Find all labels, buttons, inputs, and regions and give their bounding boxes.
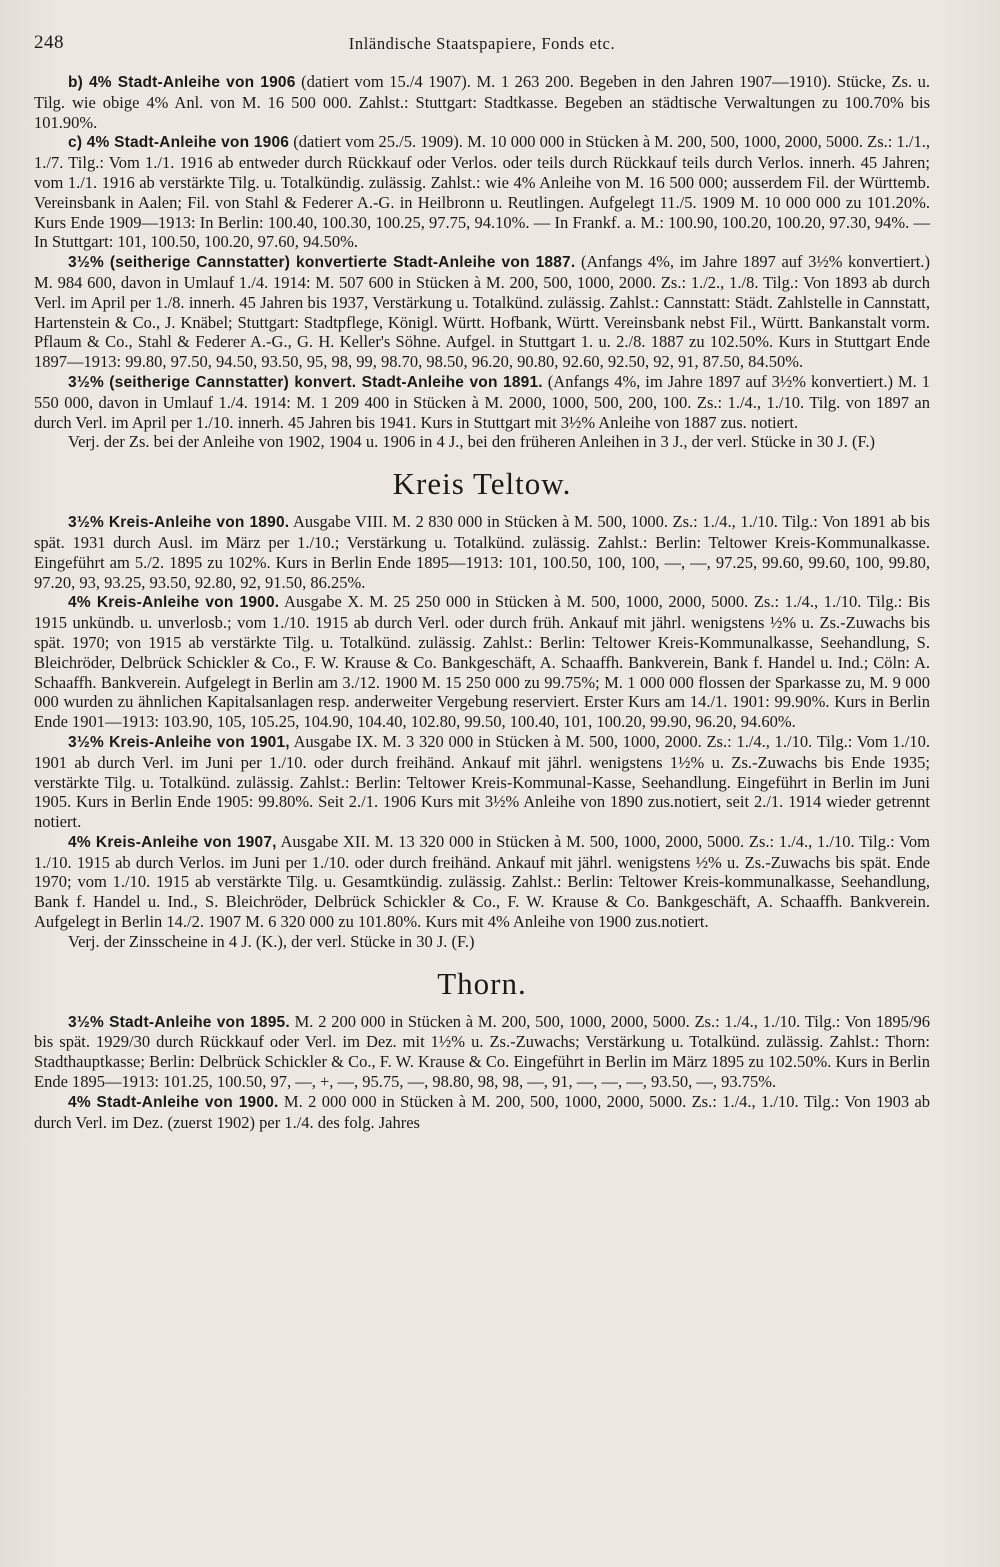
verjaehrung-note: Verj. der Zs. bei der Anleihe von 1902, 1904 u. 1906 in 4 J., bei den früheren Anleihen in 3 J., der verl. Stücke in 30 J. (F.) (68, 432, 876, 452)
entry-text: Ausgabe XII. M. 13 320 000 in Stücken à M. 500, 1000, 2000, 5000. Zs.: 1./4., 1./10. Tilg.: Vom 1./10. 1915 ab durch Verlos. im Juni per 1./10. oder durch freihänd. Ankauf mit jährl. wenigstens ½% u. Zs.-Zuwachs bis spät. Ende 1970; vom 1./10. 1915 ab verstärkte Tilg. u. Gesamtkündig. zulässig. Zahlst.: Berlin: Teltower Kreis-kommunalkasse, Seehandlung, Bank f. Handel u. Ind., S. Bleichröder, Delbrück Schickler & Co., F. W. Krause & Co. Bankgeschäft, A. Schaaffh. Bankverein. Aufgelegt in Berlin 14./2. 1907 M. 6 320 000 zu 101.80%. Kurs mit 4% Anleihe von 1900 zus.notiert. (34, 831, 931, 932)
section-stuttgart (34, 72, 930, 452)
entry-heading: 3½% Stadt-Anleihe von 1895. (68, 1013, 290, 1031)
entry-kreis-anleihe-1901 (34, 732, 930, 832)
running-head (34, 30, 930, 70)
entry-heading: 4% Kreis-Anleihe von 1907, (68, 833, 277, 851)
entry-text: Ausgabe IX. M. 3 320 000 in Stücken à M. 500, 1000, 2000. Zs.: 1./4., 1./10. Tilg.: Vom 1./10. 1901 ab durch Verl. im Juni per 1./10. oder durch freihänd. Ankauf mit jährl. wenigstens 1½% u. Zs.-Zuwachs bis Ende 1935; verstärkte Tilg. u. Totalkünd. zulässig. Zahlst.: Berlin: Teltower Kreis-Kommunal-Kasse, Seehandlung. Eingeführt in Berlin im Juni 1905. Kurs in Berlin Ende 1905: 99.80%. Seit 2./1. 1906 Kurs mit 3½% Anleihe von 1890 zus.notiert, seit 2./1. 1914 wieder getrennt notiert. (34, 731, 930, 832)
entry-stadt-anleihe-1900 (34, 1092, 930, 1133)
entry-heading: 3½% (seitherige Cannstatter) konvert. Stadt-Anleihe von 1891. (68, 373, 543, 391)
section-thorn (34, 1012, 930, 1133)
entry-text: Ausgabe VIII. M. 2 830 000 in Stücken à M. 500, 1000. Zs.: 1./4., 1./10. Tilg.: Von 1891 ab bis spät. 1931 durch Ausl. im März per 1./10.; Verstärkung u. Totalkünd. zulässig. Zahlst.: Berlin: Teltower Kreis-Kommunalkasse. Eingeführt am 5./2. 1895 zu 102%. Kurs in Berlin Ende 1895—1913: 101, 100.50, 100, 100, —, —, 97.25, 99.60, 99.60, 100, 99.80, 97.20, 93, 93.25, 93.50, 92.80, 92, 91.50, 86.25%. (34, 512, 930, 592)
entry-text: (Anfangs 4%, im Jahre 1897 auf 3½% konvertiert.) M. 1 550 000, davon in Umlauf 1./4. 1914: M. 1 209 400 in Stücken à M. 2000, 1000, 500, 200, 100. Zs.: 1./4., 1./10. Tilg. von 1897 an durch Verl. im April per 1./10. innerh. 45 Jahren bis 1941. Kurs in Stuttgart mit 3½% Anleihe von 1887 zus. notiert. (34, 371, 930, 432)
entry-stadt-anleihe-1906-b (34, 72, 930, 132)
section-kreis-teltow (34, 512, 930, 952)
entry-kreis-anleihe-1900 (34, 592, 930, 732)
entry-heading: 3½% Kreis-Anleihe von 1890. (68, 514, 290, 532)
entry-heading: c) 4% Stadt-Anleihe von 1906 (68, 134, 290, 152)
entry-stadt-anleihe-1895 (34, 1012, 930, 1092)
entry-text: Ausgabe X. M. 25 250 000 in Stücken à M. 500, 1000, 2000, 5000. Zs.: 1./4., 1./10. Tilg.: Bis 1915 unkündb. u. unverlosb.; vom 1./10. 1915 ab durch Verl. oder durch früh. Ankauf mit jährl. wenigstens ½% u. Zs.-Zuwachs bis spät. 1970; von 1915 ab verstärkte Tilg. u. Totalkünd. zulässig. Zahlst.: Berlin: Teltower Kreis-Kommunalkasse, Seehandlung, S. Bleichröder, Delbrück Schickler & Co., F. W. Krause & Co. Bankgeschäft, A. Schaaffh. Bankverein, Bank f. Handel u. Ind.; Cöln: A. Schaaffh. Bankverein. Aufgelegt in Berlin am 3./12. 1900 M. 15 250 000 zu 99.75%; M. 1 000 000 flossen der Sparkasse zu, M. 9 000 000 wurden zu ähnlichen Kapitalsanlagen resp. anderweiter Vergebung reserviert. Erster Kurs am 14./1. 1901: 99.90%. Kurs in Berlin Ende 1901—1913: 103.90, 105, 105.25, 104.90, 104.40, 102.80, 99.50, 100.40, 101, 100.20, 99.90, 96.20, 94.60%. (34, 592, 930, 732)
section-title-thorn: Thorn. (437, 965, 527, 1001)
entry-text: M. 2 200 000 in Stücken à M. 200, 500, 1000, 2000, 5000. Zs.: 1./4., 1./10. Tilg.: Von 1895/96 bis spät. 1929/30 durch Rückkauf oder Verl. im Dez. mit 1½% u. Zs.-Zuwachs; Verstärkung u. Totalkünd. zulässig. Zahlst.: Thorn: Stadthauptkasse; Berlin: Delbrück Schickler & Co., F. W. Krause & Co. Eingeführt in Berlin im März 1895 zu 102.50%. Kurs in Berlin Ende 1895—1913: 101.25, 100.50, 97, —, +, —, 95.75, —, 98.80, 98, 98, —, 91, —, —, —, 93.50, —, 93.75%. (34, 1011, 930, 1092)
entry-heading: 3½% Kreis-Anleihe von 1901, (68, 733, 290, 751)
entry-heading: 4% Stadt-Anleihe von 1900. (68, 1093, 279, 1111)
page-number: 248 (34, 32, 64, 53)
entry-kreis-anleihe-1907 (34, 832, 930, 932)
entry-kreis-anleihe-1890 (34, 512, 930, 592)
entry-text: (Anfangs 4%, im Jahre 1897 auf 3½% konvertiert.) M. 984 600, davon in Umlauf 1./4. 1914: M. 507 600 in Stücken à M. 200, 500, 1000, 2000. Zs.: 1./2., 1./8. Tilg.: Von 1893 ab durch Verl. im April per 1./8. innerh. 45 Jahren bis 1937, Verstärkung u. Totalkünd. zulässig. Zahlst.: Cannstatt: Städt. Zahlstelle in Cannstatt, Hartenstein & Co., J. Knäbel; Stuttgart: Stadtpflege, Königl. Württ. Hofbank, Württ. Vereinsbank nebst Fil., Württ. Bankanstalt vorm. Pflaum & Co., Stahl & Federer A.-G., G. H. Keller's Söhne. Aufgel. in Stuttgart 1. u. 2./8. 1887 zu 102.50%. Kurs in Stuttgart Ende 1897—1913: 99.80, 97.50, 94.50, 93.50, 95, 98, 99, 98.70, 98.50, 96.20, 90.80, 92.60, 92.50, 92, 91, 87.50, 84.50%. (34, 252, 930, 372)
entry-heading: 4% Kreis-Anleihe von 1900. (68, 594, 280, 612)
section-title-kreis-teltow: Kreis Teltow. (392, 466, 572, 502)
entry-cannstatter-anleihe-1887 (34, 252, 930, 372)
entry-text: (datiert vom 15./4 1907). M. 1 263 200. Begeben in den Jahren 1907—1910). Stücke, Zs. u. Tilg. wie obige 4% Anl. von M. 16 500 000. Zahlst.: Stuttgart: Stadtkasse. Begeben an städtische Verwaltungen zu 100.70% bis 101.90%. (34, 72, 931, 132)
running-title: Inländische Staatspapiere, Fonds etc. (348, 34, 616, 53)
entry-cannstatter-anleihe-1891 (34, 372, 930, 432)
entry-heading: b) 4% Stadt-Anleihe von 1906 (68, 74, 296, 91)
verjaehrung-note: Verj. der Zinsscheine in 4 J. (K.), der verl. Stücke in 30 J. (F.) (68, 931, 475, 951)
entry-text: (datiert vom 25./5. 1909). M. 10 000 000 in Stücken à M. 200, 500, 1000, 2000, 5000. Zs.: 1./1., 1./7. Tilg.: Vom 1./1. 1916 ab entweder durch Rückkauf oder Verlos. oder teils durch Rückkauf teils durch Verlos. innerh. 45 Jahren; vom 1./1. 1916 ab verstärkte Tilg. u. Totalkündig. zulässig. Zahlst.: wie 4% Anleihe von M. 16 500 000; ausserdem Fil. der Württemb. Vereinsbank in Aalen; Fil. von Stahl & Federer A.-G. in Heilbronn u. Reutlingen. Aufgelegt 11./5. 1909 M. 10 000 000 zu 101.20%. Kurs Ende 1909—1913: In Berlin: 100.40, 100.30, 100.25, 97.75, 94.10%. — In Frankf. a. M.: 100.90, 100.20, 100.20, 97.30, 94%. — In Stuttgart: 101, 100.50, 100.20, 97.60, 94.50%. (34, 132, 931, 252)
entry-stadt-anleihe-1906-c (34, 132, 930, 252)
entry-heading: 3½% (seitherige Cannstatter) konvertierte Stadt-Anleihe von 1887. (68, 254, 576, 272)
entry-text: M. 2 000 000 in Stücken à M. 200, 500, 1000, 2000, 5000. Zs.: 1./4., 1./10. Tilg.: Von 1903 ab durch Verl. im Dez. (zuerst 1902) per 1./4. des folg. Jahres (34, 1091, 931, 1132)
